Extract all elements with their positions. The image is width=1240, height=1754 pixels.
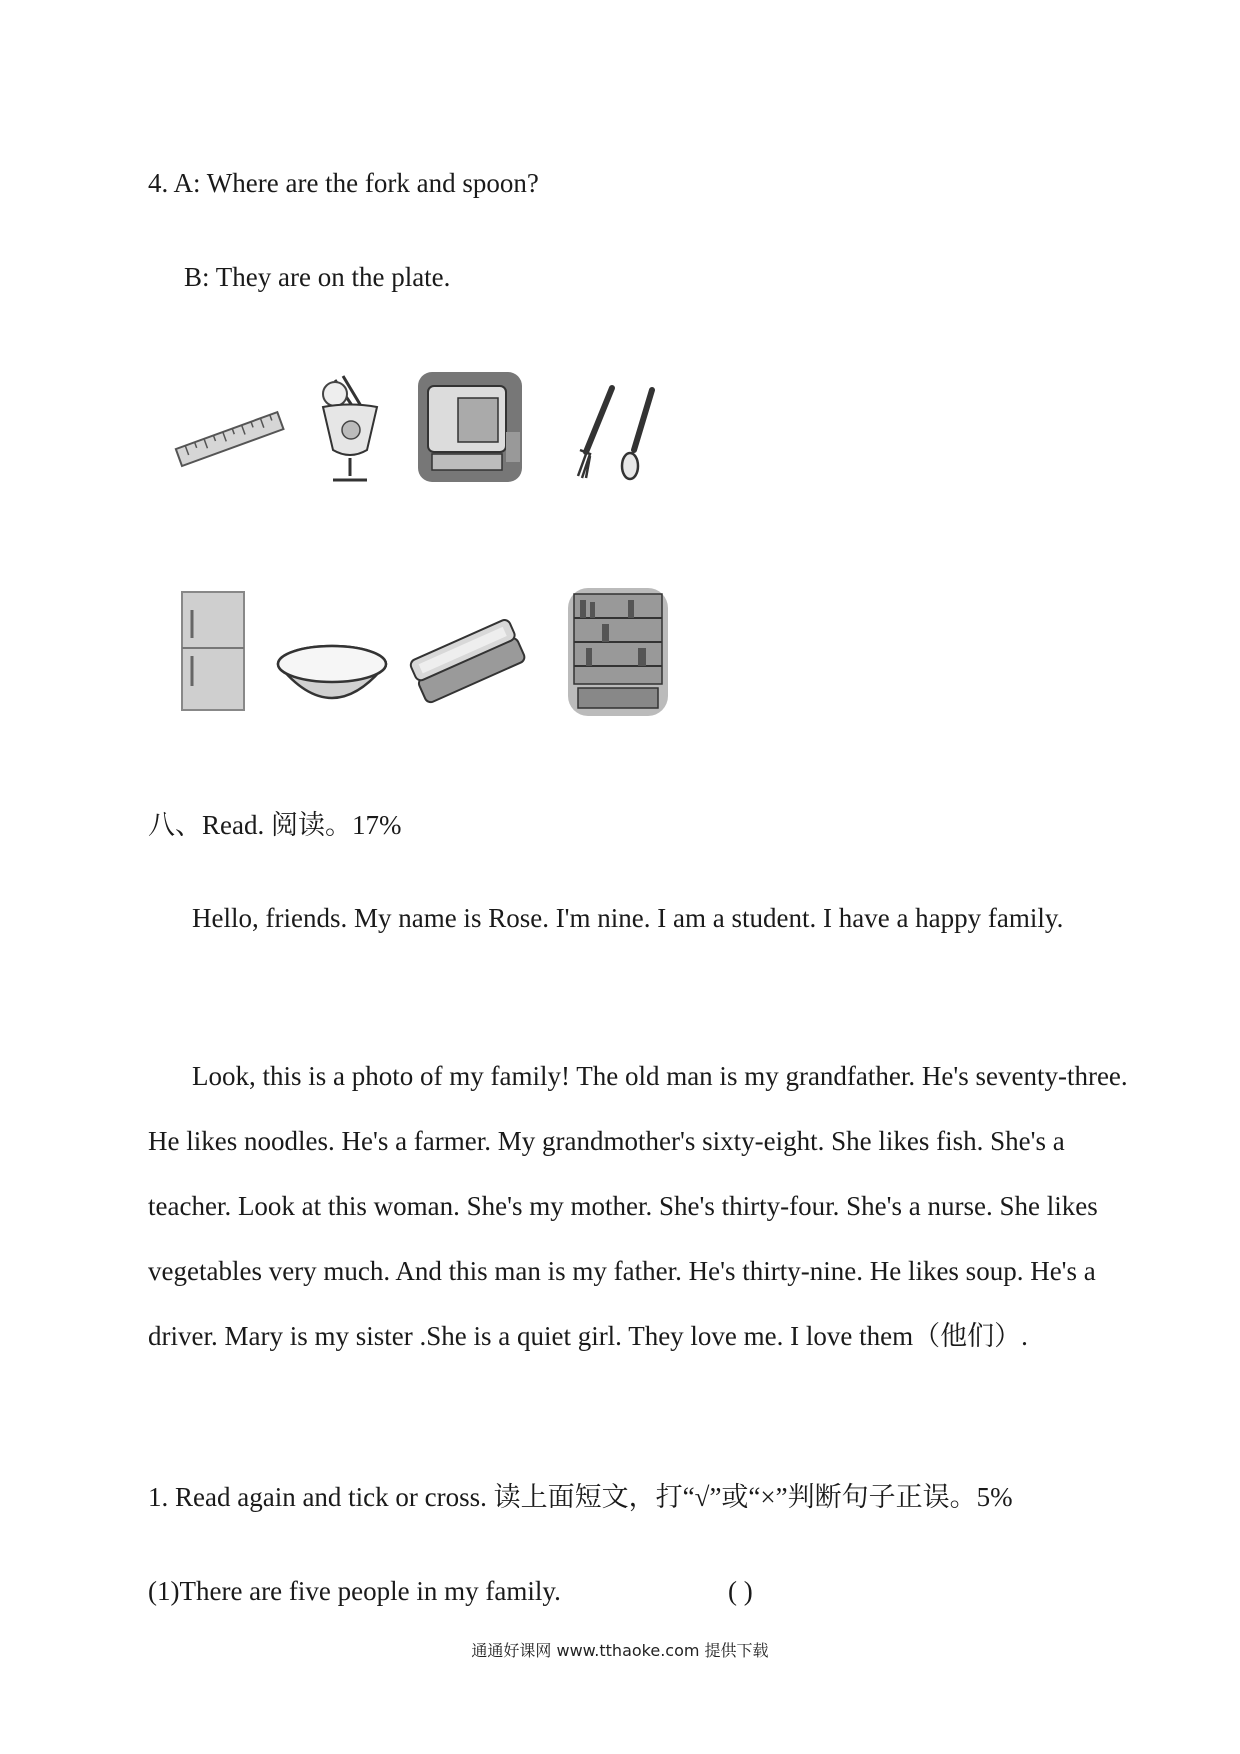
fork-and-spoon-icon <box>560 380 670 486</box>
bookshelf-room-icon <box>568 588 668 716</box>
footer-source: 通通好课网 www.tthaoke.com 提供下载 <box>471 1641 769 1660</box>
juice-glass-icon <box>305 372 395 487</box>
passage-paragraph-1: Hello, friends. My name is Rose. I'm nine. I am a student. I have a happy family. <box>192 903 1064 933</box>
fridge-icon <box>180 590 246 712</box>
computer-monitor-icon <box>418 372 522 482</box>
pencil-box-icon <box>408 614 528 710</box>
section-8-heading: 八、Read. 阅读。17% <box>148 810 402 840</box>
reading-passage-2 <box>148 1044 1138 1369</box>
question-4-line-a: 4. A: Where are the fork and spoon? <box>148 168 539 198</box>
answer-box-1[interactable]: ( ) <box>728 1576 753 1606</box>
plate-icon <box>274 642 390 710</box>
reading-passage <box>148 886 1138 951</box>
ruler-icon <box>172 400 288 480</box>
passage-paragraph-2: Look, this is a photo of my family! The old man is my grandfather. He's seventy-three. He likes noodles. He's a farmer. My grandmother's sixty-eight. She likes fish. She's a teacher. Look at this woman. She's my mother. She's thirty-four. She's a nurse. She likes vegetables very much. And this man is my father. He's thirty-nine. He likes soup. He's a driver. Mary is my sister .She is a quiet girl. They love me. I love them（他们）. <box>148 1061 1128 1351</box>
task-1-item-1: (1)There are five people in my family. <box>148 1576 561 1606</box>
question-4-line-b: B: They are on the plate. <box>184 262 451 292</box>
task-1-instruction: 1. Read again and tick or cross. 读上面短文，打“√”或“×”判断句子正误。5% <box>148 1482 1013 1512</box>
